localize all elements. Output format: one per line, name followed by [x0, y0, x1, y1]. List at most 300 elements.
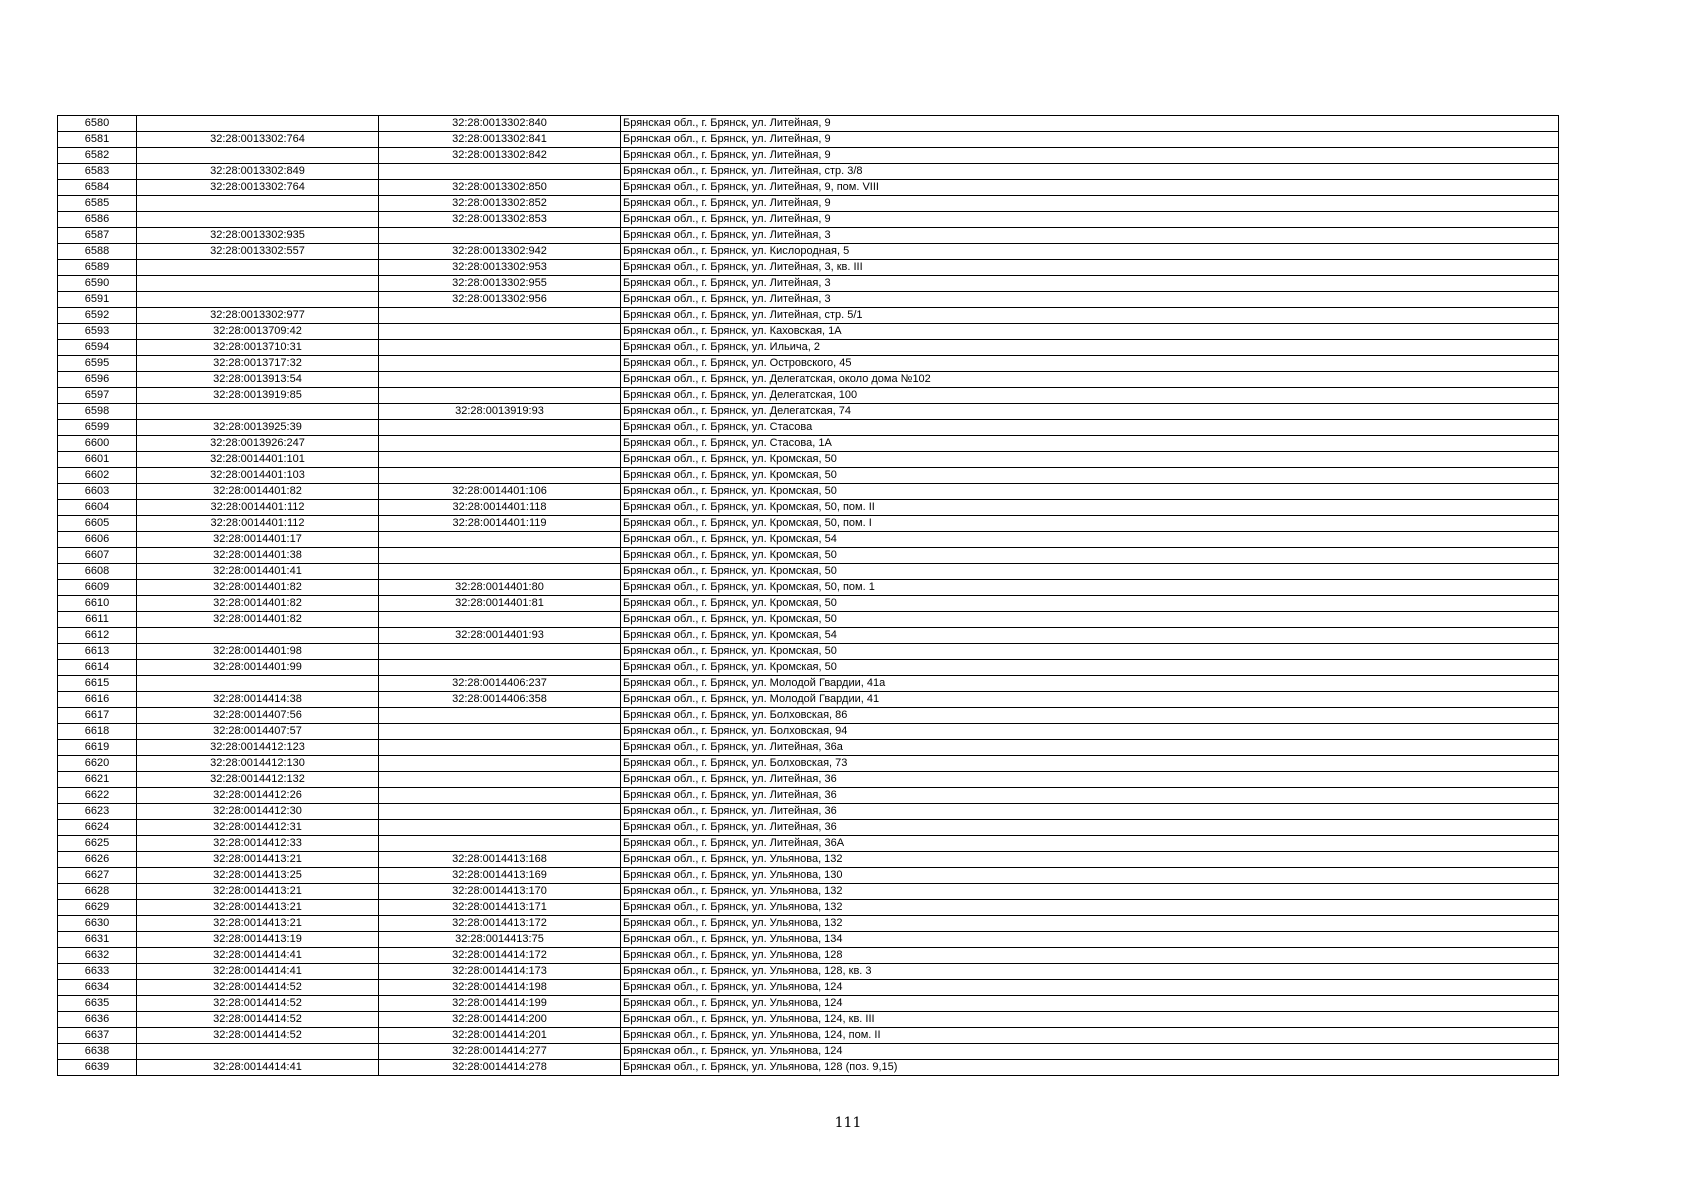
row-number-cell: 6595 — [58, 356, 137, 372]
row-number-cell: 6609 — [58, 580, 137, 596]
table-row — [58, 644, 1559, 660]
address-cell: Брянская обл., г. Брянск, ул. Кромская, 50 — [621, 612, 1559, 628]
table-row — [58, 532, 1559, 548]
row-number-cell: 6615 — [58, 676, 137, 692]
parcel-cadastral-number-cell — [137, 292, 379, 308]
object-cadastral-number-cell — [379, 452, 621, 468]
parcel-cadastral-number-cell: 32:28:0014413:21 — [137, 900, 379, 916]
address-cell: Брянская обл., г. Брянск, ул. Ульянова, 132 — [621, 884, 1559, 900]
row-number-cell: 6608 — [58, 564, 137, 580]
object-cadastral-number-cell: 32:28:0013302:953 — [379, 260, 621, 276]
address-cell: Брянская обл., г. Брянск, ул. Каховская, 1А — [621, 324, 1559, 340]
object-cadastral-number-cell: 32:28:0014401:118 — [379, 500, 621, 516]
parcel-cadastral-number-cell: 32:28:0013925:39 — [137, 420, 379, 436]
address-cell: Брянская обл., г. Брянск, ул. Литейная, 9 — [621, 148, 1559, 164]
object-cadastral-number-cell — [379, 548, 621, 564]
address-cell: Брянская обл., г. Брянск, ул. Литейная, 36а — [621, 740, 1559, 756]
table-row — [58, 132, 1559, 148]
parcel-cadastral-number-cell: 32:28:0014413:21 — [137, 916, 379, 932]
parcel-cadastral-number-cell: 32:28:0014401:17 — [137, 532, 379, 548]
table-row — [58, 756, 1559, 772]
table-row — [58, 820, 1559, 836]
row-number-cell: 6610 — [58, 596, 137, 612]
parcel-cadastral-number-cell: 32:28:0014412:130 — [137, 756, 379, 772]
table-row — [58, 404, 1559, 420]
row-number-cell: 6585 — [58, 196, 137, 212]
row-number-cell: 6628 — [58, 884, 137, 900]
parcel-cadastral-number-cell: 32:28:0013710:31 — [137, 340, 379, 356]
object-cadastral-number-cell: 32:28:0014401:93 — [379, 628, 621, 644]
parcel-cadastral-number-cell: 32:28:0014401:112 — [137, 516, 379, 532]
row-number-cell: 6580 — [58, 116, 137, 132]
table-row — [58, 964, 1559, 980]
object-cadastral-number-cell: 32:28:0013919:93 — [379, 404, 621, 420]
parcel-cadastral-number-cell: 32:28:0014407:57 — [137, 724, 379, 740]
parcel-cadastral-number-cell — [137, 148, 379, 164]
parcel-cadastral-number-cell: 32:28:0014412:132 — [137, 772, 379, 788]
row-number-cell: 6638 — [58, 1044, 137, 1060]
address-cell: Брянская обл., г. Брянск, ул. Литейная, стр. 5/1 — [621, 308, 1559, 324]
object-cadastral-number-cell — [379, 372, 621, 388]
table-row — [58, 1060, 1559, 1076]
object-cadastral-number-cell: 32:28:0013302:840 — [379, 116, 621, 132]
address-cell: Брянская обл., г. Брянск, ул. Ульянова, 128, кв. 3 — [621, 964, 1559, 980]
object-cadastral-number-cell: 32:28:0014413:168 — [379, 852, 621, 868]
parcel-cadastral-number-cell: 32:28:0014414:52 — [137, 980, 379, 996]
object-cadastral-number-cell — [379, 644, 621, 660]
row-number-cell: 6588 — [58, 244, 137, 260]
table-row — [58, 868, 1559, 884]
address-cell: Брянская обл., г. Брянск, ул. Ильича, 2 — [621, 340, 1559, 356]
table-row — [58, 148, 1559, 164]
row-number-cell: 6598 — [58, 404, 137, 420]
row-number-cell: 6582 — [58, 148, 137, 164]
table-row — [58, 996, 1559, 1012]
address-cell: Брянская обл., г. Брянск, ул. Кромская, 50 — [621, 484, 1559, 500]
table-row — [58, 292, 1559, 308]
object-cadastral-number-cell: 32:28:0013302:852 — [379, 196, 621, 212]
object-cadastral-number-cell: 32:28:0014414:278 — [379, 1060, 621, 1076]
parcel-cadastral-number-cell: 32:28:0014401:98 — [137, 644, 379, 660]
object-cadastral-number-cell — [379, 340, 621, 356]
parcel-cadastral-number-cell: 32:28:0014413:21 — [137, 852, 379, 868]
row-number-cell: 6626 — [58, 852, 137, 868]
address-cell: Брянская обл., г. Брянск, ул. Болховская, 73 — [621, 756, 1559, 772]
address-cell: Брянская обл., г. Брянск, ул. Литейная, стр. 3/8 — [621, 164, 1559, 180]
address-cell: Брянская обл., г. Брянск, ул. Литейная, 9 — [621, 212, 1559, 228]
address-cell: Брянская обл., г. Брянск, ул. Литейная, 3, кв. III — [621, 260, 1559, 276]
row-number-cell: 6632 — [58, 948, 137, 964]
row-number-cell: 6636 — [58, 1012, 137, 1028]
table-row — [58, 212, 1559, 228]
object-cadastral-number-cell: 32:28:0014413:171 — [379, 900, 621, 916]
row-number-cell: 6597 — [58, 388, 137, 404]
address-cell: Брянская обл., г. Брянск, ул. Ульянова, 124 — [621, 996, 1559, 1012]
table-row — [58, 788, 1559, 804]
row-number-cell: 6603 — [58, 484, 137, 500]
parcel-cadastral-number-cell: 32:28:0014413:19 — [137, 932, 379, 948]
row-number-cell: 6637 — [58, 1028, 137, 1044]
registry-table — [57, 115, 1559, 1076]
row-number-cell: 6625 — [58, 836, 137, 852]
object-cadastral-number-cell — [379, 788, 621, 804]
parcel-cadastral-number-cell: 32:28:0014413:21 — [137, 884, 379, 900]
object-cadastral-number-cell: 32:28:0014401:119 — [379, 516, 621, 532]
object-cadastral-number-cell: 32:28:0014401:81 — [379, 596, 621, 612]
object-cadastral-number-cell: 32:28:0014413:75 — [379, 932, 621, 948]
table-row — [58, 900, 1559, 916]
parcel-cadastral-number-cell: 32:28:0013302:849 — [137, 164, 379, 180]
parcel-cadastral-number-cell: 32:28:0014412:123 — [137, 740, 379, 756]
row-number-cell: 6591 — [58, 292, 137, 308]
table-row — [58, 708, 1559, 724]
table-row — [58, 628, 1559, 644]
row-number-cell: 6594 — [58, 340, 137, 356]
table-row — [58, 612, 1559, 628]
address-cell: Брянская обл., г. Брянск, ул. Молодой Гвардии, 41а — [621, 676, 1559, 692]
address-cell: Брянская обл., г. Брянск, ул. Кромская, 54 — [621, 532, 1559, 548]
object-cadastral-number-cell — [379, 772, 621, 788]
row-number-cell: 6630 — [58, 916, 137, 932]
row-number-cell: 6621 — [58, 772, 137, 788]
object-cadastral-number-cell: 32:28:0014413:169 — [379, 868, 621, 884]
row-number-cell: 6584 — [58, 180, 137, 196]
parcel-cadastral-number-cell: 32:28:0014401:103 — [137, 468, 379, 484]
table-row — [58, 548, 1559, 564]
object-cadastral-number-cell — [379, 468, 621, 484]
parcel-cadastral-number-cell — [137, 260, 379, 276]
address-cell: Брянская обл., г. Брянск, ул. Болховская, 94 — [621, 724, 1559, 740]
address-cell: Брянская обл., г. Брянск, ул. Литейная, 36 — [621, 788, 1559, 804]
parcel-cadastral-number-cell — [137, 628, 379, 644]
parcel-cadastral-number-cell: 32:28:0013717:32 — [137, 356, 379, 372]
object-cadastral-number-cell: 32:28:0014414:172 — [379, 948, 621, 964]
address-cell: Брянская обл., г. Брянск, ул. Кромская, 50, пом. 1 — [621, 580, 1559, 596]
parcel-cadastral-number-cell: 32:28:0014413:25 — [137, 868, 379, 884]
row-number-cell: 6627 — [58, 868, 137, 884]
table-row — [58, 836, 1559, 852]
object-cadastral-number-cell — [379, 228, 621, 244]
address-cell: Брянская обл., г. Брянск, ул. Литейная, 9 — [621, 196, 1559, 212]
table-row — [58, 516, 1559, 532]
object-cadastral-number-cell — [379, 164, 621, 180]
table-row — [58, 564, 1559, 580]
parcel-cadastral-number-cell — [137, 276, 379, 292]
row-number-cell: 6611 — [58, 612, 137, 628]
address-cell: Брянская обл., г. Брянск, ул. Ульянова, 130 — [621, 868, 1559, 884]
page-number: 111 — [834, 1115, 862, 1131]
row-number-cell: 6599 — [58, 420, 137, 436]
row-number-cell: 6604 — [58, 500, 137, 516]
address-cell: Брянская обл., г. Брянск, ул. Ульянова, 134 — [621, 932, 1559, 948]
address-cell: Брянская обл., г. Брянск, ул. Стасова — [621, 420, 1559, 436]
address-cell: Брянская обл., г. Брянск, ул. Литейная, 3 — [621, 276, 1559, 292]
parcel-cadastral-number-cell — [137, 116, 379, 132]
row-number-cell: 6634 — [58, 980, 137, 996]
table-row — [58, 180, 1559, 196]
row-number-cell: 6593 — [58, 324, 137, 340]
address-cell: Брянская обл., г. Брянск, ул. Кромская, 50 — [621, 468, 1559, 484]
address-cell: Брянская обл., г. Брянск, ул. Кромская, 50, пом. II — [621, 500, 1559, 516]
table-row — [58, 980, 1559, 996]
address-cell: Брянская обл., г. Брянск, ул. Кромская, 54 — [621, 628, 1559, 644]
row-number-cell: 6589 — [58, 260, 137, 276]
table-row — [58, 1044, 1559, 1060]
parcel-cadastral-number-cell — [137, 404, 379, 420]
parcel-cadastral-number-cell: 32:28:0014401:82 — [137, 596, 379, 612]
table-row — [58, 740, 1559, 756]
table-row — [58, 228, 1559, 244]
parcel-cadastral-number-cell: 32:28:0014414:38 — [137, 692, 379, 708]
address-cell: Брянская обл., г. Брянск, ул. Ульянова, 124 — [621, 1044, 1559, 1060]
row-number-cell: 6633 — [58, 964, 137, 980]
row-number-cell: 6601 — [58, 452, 137, 468]
row-number-cell: 6624 — [58, 820, 137, 836]
object-cadastral-number-cell — [379, 836, 621, 852]
address-cell: Брянская обл., г. Брянск, ул. Кромская, 50 — [621, 660, 1559, 676]
table-row — [58, 436, 1559, 452]
address-cell: Брянская обл., г. Брянск, ул. Болховская, 86 — [621, 708, 1559, 724]
parcel-cadastral-number-cell: 32:28:0014412:31 — [137, 820, 379, 836]
parcel-cadastral-number-cell: 32:28:0014401:101 — [137, 452, 379, 468]
object-cadastral-number-cell: 32:28:0013302:853 — [379, 212, 621, 228]
row-number-cell: 6586 — [58, 212, 137, 228]
object-cadastral-number-cell: 32:28:0013302:942 — [379, 244, 621, 260]
address-cell: Брянская обл., г. Брянск, ул. Стасова, 1А — [621, 436, 1559, 452]
object-cadastral-number-cell: 32:28:0014414:199 — [379, 996, 621, 1012]
parcel-cadastral-number-cell — [137, 1044, 379, 1060]
object-cadastral-number-cell — [379, 388, 621, 404]
row-number-cell: 6600 — [58, 436, 137, 452]
table-row — [58, 388, 1559, 404]
object-cadastral-number-cell — [379, 324, 621, 340]
address-cell: Брянская обл., г. Брянск, ул. Делегатская, 74 — [621, 404, 1559, 420]
table-row — [58, 372, 1559, 388]
object-cadastral-number-cell — [379, 564, 621, 580]
table-row — [58, 1028, 1559, 1044]
row-number-cell: 6620 — [58, 756, 137, 772]
table-row — [58, 500, 1559, 516]
object-cadastral-number-cell — [379, 804, 621, 820]
row-number-cell: 6619 — [58, 740, 137, 756]
table-row — [58, 356, 1559, 372]
row-number-cell: 6613 — [58, 644, 137, 660]
table-row — [58, 596, 1559, 612]
table-row — [58, 1012, 1559, 1028]
table-row — [58, 196, 1559, 212]
parcel-cadastral-number-cell: 32:28:0014412:30 — [137, 804, 379, 820]
object-cadastral-number-cell — [379, 420, 621, 436]
parcel-cadastral-number-cell: 32:28:0013913:54 — [137, 372, 379, 388]
object-cadastral-number-cell: 32:28:0014401:106 — [379, 484, 621, 500]
address-cell: Брянская обл., г. Брянск, ул. Ульянова, 128 — [621, 948, 1559, 964]
table-row — [58, 804, 1559, 820]
object-cadastral-number-cell — [379, 820, 621, 836]
table-row — [58, 932, 1559, 948]
address-cell: Брянская обл., г. Брянск, ул. Делегатская, 100 — [621, 388, 1559, 404]
address-cell: Брянская обл., г. Брянск, ул. Кромская, 50 — [621, 548, 1559, 564]
address-cell: Брянская обл., г. Брянск, ул. Ульянова, 132 — [621, 900, 1559, 916]
row-number-cell: 6596 — [58, 372, 137, 388]
parcel-cadastral-number-cell: 32:28:0014412:33 — [137, 836, 379, 852]
row-number-cell: 6602 — [58, 468, 137, 484]
address-cell: Брянская обл., г. Брянск, ул. Литейная, 36 — [621, 820, 1559, 836]
address-cell: Брянская обл., г. Брянск, ул. Кромская, 50 — [621, 644, 1559, 660]
object-cadastral-number-cell — [379, 740, 621, 756]
parcel-cadastral-number-cell: 32:28:0013919:85 — [137, 388, 379, 404]
address-cell: Брянская обл., г. Брянск, ул. Кромская, 50 — [621, 596, 1559, 612]
table-row — [58, 340, 1559, 356]
row-number-cell: 6592 — [58, 308, 137, 324]
object-cadastral-number-cell — [379, 356, 621, 372]
table-row — [58, 884, 1559, 900]
address-cell: Брянская обл., г. Брянск, ул. Кромская, 50, пом. I — [621, 516, 1559, 532]
object-cadastral-number-cell: 32:28:0014414:201 — [379, 1028, 621, 1044]
table-row — [58, 276, 1559, 292]
table-row — [58, 452, 1559, 468]
row-number-cell: 6622 — [58, 788, 137, 804]
object-cadastral-number-cell: 32:28:0014414:277 — [379, 1044, 621, 1060]
address-cell: Брянская обл., г. Брянск, ул. Литейная, 36 — [621, 772, 1559, 788]
row-number-cell: 6581 — [58, 132, 137, 148]
object-cadastral-number-cell: 32:28:0014406:358 — [379, 692, 621, 708]
parcel-cadastral-number-cell: 32:28:0013302:977 — [137, 308, 379, 324]
address-cell: Брянская обл., г. Брянск, ул. Литейная, 36 — [621, 804, 1559, 820]
row-number-cell: 6629 — [58, 900, 137, 916]
address-cell: Брянская обл., г. Брянск, ул. Молодой Гвардии, 41 — [621, 692, 1559, 708]
parcel-cadastral-number-cell: 32:28:0014414:52 — [137, 996, 379, 1012]
parcel-cadastral-number-cell: 32:28:0013709:42 — [137, 324, 379, 340]
object-cadastral-number-cell — [379, 756, 621, 772]
table-row — [58, 260, 1559, 276]
parcel-cadastral-number-cell: 32:28:0014414:41 — [137, 1060, 379, 1076]
parcel-cadastral-number-cell: 32:28:0014401:82 — [137, 580, 379, 596]
object-cadastral-number-cell: 32:28:0013302:842 — [379, 148, 621, 164]
table-row — [58, 772, 1559, 788]
object-cadastral-number-cell: 32:28:0014414:173 — [379, 964, 621, 980]
object-cadastral-number-cell: 32:28:0013302:850 — [379, 180, 621, 196]
table-row — [58, 244, 1559, 260]
row-number-cell: 6617 — [58, 708, 137, 724]
address-cell: Брянская обл., г. Брянск, ул. Литейная, 3 — [621, 292, 1559, 308]
object-cadastral-number-cell — [379, 532, 621, 548]
address-cell: Брянская обл., г. Брянск, ул. Кромская, 50 — [621, 452, 1559, 468]
parcel-cadastral-number-cell: 32:28:0014407:56 — [137, 708, 379, 724]
table-row — [58, 852, 1559, 868]
parcel-cadastral-number-cell — [137, 212, 379, 228]
row-number-cell: 6607 — [58, 548, 137, 564]
parcel-cadastral-number-cell: 32:28:0014401:99 — [137, 660, 379, 676]
parcel-cadastral-number-cell: 32:28:0014414:52 — [137, 1028, 379, 1044]
row-number-cell: 6616 — [58, 692, 137, 708]
row-number-cell: 6605 — [58, 516, 137, 532]
object-cadastral-number-cell: 32:28:0014414:198 — [379, 980, 621, 996]
table-row — [58, 676, 1559, 692]
row-number-cell: 6606 — [58, 532, 137, 548]
parcel-cadastral-number-cell: 32:28:0013302:557 — [137, 244, 379, 260]
table-row — [58, 724, 1559, 740]
address-cell: Брянская обл., г. Брянск, ул. Ульянова, 124 — [621, 980, 1559, 996]
address-cell: Брянская обл., г. Брянск, ул. Ульянова, 124, пом. II — [621, 1028, 1559, 1044]
parcel-cadastral-number-cell — [137, 196, 379, 212]
address-cell: Брянская обл., г. Брянск, ул. Ульянова, 128 (поз. 9,15) — [621, 1060, 1559, 1076]
table-row — [58, 164, 1559, 180]
address-cell: Брянская обл., г. Брянск, ул. Делегатская, около дома №102 — [621, 372, 1559, 388]
table-row — [58, 660, 1559, 676]
parcel-cadastral-number-cell: 32:28:0014401:112 — [137, 500, 379, 516]
address-cell: Брянская обл., г. Брянск, ул. Островского, 45 — [621, 356, 1559, 372]
object-cadastral-number-cell — [379, 308, 621, 324]
object-cadastral-number-cell: 32:28:0013302:841 — [379, 132, 621, 148]
parcel-cadastral-number-cell: 32:28:0013926:247 — [137, 436, 379, 452]
object-cadastral-number-cell — [379, 660, 621, 676]
object-cadastral-number-cell: 32:28:0014413:172 — [379, 916, 621, 932]
parcel-cadastral-number-cell: 32:28:0013302:764 — [137, 132, 379, 148]
row-number-cell: 6583 — [58, 164, 137, 180]
address-cell: Брянская обл., г. Брянск, ул. Ульянова, 132 — [621, 852, 1559, 868]
table-row — [58, 116, 1559, 132]
parcel-cadastral-number-cell: 32:28:0014414:41 — [137, 964, 379, 980]
row-number-cell: 6587 — [58, 228, 137, 244]
table-row — [58, 468, 1559, 484]
address-cell: Брянская обл., г. Брянск, ул. Кромская, 50 — [621, 564, 1559, 580]
object-cadastral-number-cell: 32:28:0013302:955 — [379, 276, 621, 292]
object-cadastral-number-cell: 32:28:0013302:956 — [379, 292, 621, 308]
parcel-cadastral-number-cell: 32:28:0014401:82 — [137, 484, 379, 500]
table-row — [58, 484, 1559, 500]
table-row — [58, 308, 1559, 324]
row-number-cell: 6614 — [58, 660, 137, 676]
table-row — [58, 324, 1559, 340]
parcel-cadastral-number-cell: 32:28:0013302:935 — [137, 228, 379, 244]
object-cadastral-number-cell — [379, 612, 621, 628]
row-number-cell: 6618 — [58, 724, 137, 740]
object-cadastral-number-cell — [379, 708, 621, 724]
object-cadastral-number-cell: 32:28:0014406:237 — [379, 676, 621, 692]
address-cell: Брянская обл., г. Брянск, ул. Ульянова, 124, кв. III — [621, 1012, 1559, 1028]
parcel-cadastral-number-cell — [137, 676, 379, 692]
address-cell: Брянская обл., г. Брянск, ул. Кислородная, 5 — [621, 244, 1559, 260]
row-number-cell: 6635 — [58, 996, 137, 1012]
parcel-cadastral-number-cell: 32:28:0014414:41 — [137, 948, 379, 964]
row-number-cell: 6631 — [58, 932, 137, 948]
parcel-cadastral-number-cell: 32:28:0014401:82 — [137, 612, 379, 628]
object-cadastral-number-cell: 32:28:0014414:200 — [379, 1012, 621, 1028]
address-cell: Брянская обл., г. Брянск, ул. Литейная, 3 — [621, 228, 1559, 244]
address-cell: Брянская обл., г. Брянск, ул. Ульянова, 132 — [621, 916, 1559, 932]
object-cadastral-number-cell: 32:28:0014401:80 — [379, 580, 621, 596]
table-row — [58, 580, 1559, 596]
object-cadastral-number-cell — [379, 724, 621, 740]
table-row — [58, 692, 1559, 708]
table-row — [58, 948, 1559, 964]
row-number-cell: 6612 — [58, 628, 137, 644]
parcel-cadastral-number-cell: 32:28:0014414:52 — [137, 1012, 379, 1028]
registry-table-body — [58, 116, 1559, 1076]
table-row — [58, 916, 1559, 932]
address-cell: Брянская обл., г. Брянск, ул. Литейная, 9 — [621, 116, 1559, 132]
row-number-cell: 6639 — [58, 1060, 137, 1076]
parcel-cadastral-number-cell: 32:28:0014401:41 — [137, 564, 379, 580]
parcel-cadastral-number-cell: 32:28:0013302:764 — [137, 180, 379, 196]
parcel-cadastral-number-cell: 32:28:0014401:38 — [137, 548, 379, 564]
address-cell: Брянская обл., г. Брянск, ул. Литейная, 9, пом. VIII — [621, 180, 1559, 196]
row-number-cell: 6623 — [58, 804, 137, 820]
object-cadastral-number-cell — [379, 436, 621, 452]
address-cell: Брянская обл., г. Брянск, ул. Литейная, 9 — [621, 132, 1559, 148]
parcel-cadastral-number-cell: 32:28:0014412:26 — [137, 788, 379, 804]
address-cell: Брянская обл., г. Брянск, ул. Литейная, 36А — [621, 836, 1559, 852]
